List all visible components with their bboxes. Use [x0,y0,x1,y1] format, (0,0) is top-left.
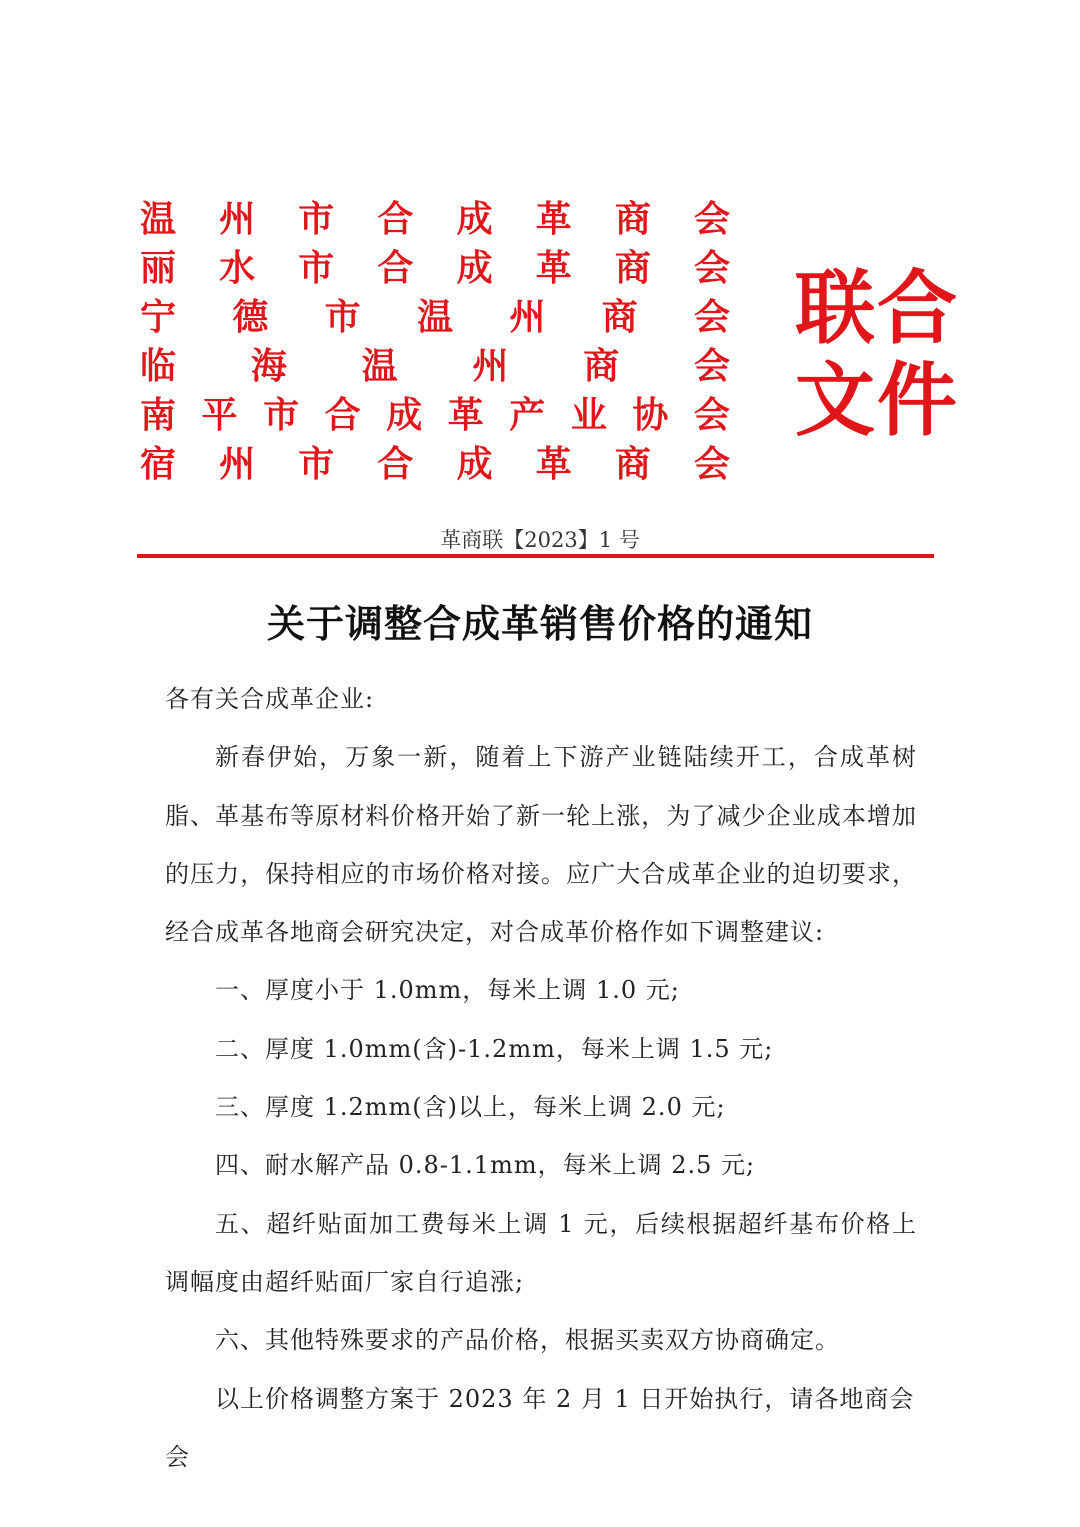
organization-char: 合 [377,247,414,289]
joint-line-1: 联合 [795,261,959,355]
organization-row [140,195,730,244]
organization-char: 市 [298,198,335,240]
organization-row [140,293,730,342]
organization-char: 宁 [140,296,177,338]
organization-char: 南 [140,394,177,436]
organization-char: 市 [324,296,361,338]
organization-char: 业 [570,394,607,436]
salutation: 各有关合成革企业: [165,685,375,713]
organization-char: 市 [298,247,335,289]
organization-char: 会 [693,198,730,240]
organization-char: 州 [219,443,256,485]
organization-char: 商 [583,345,620,387]
organization-char: 临 [140,345,177,387]
organization-char: 商 [614,443,651,485]
organization-char: 德 [232,296,269,338]
item-3: 三、厚度 1.2mm(含)以上，每米上调 2.0 元; [215,1093,726,1122]
joint-line-2: 文件 [795,353,959,447]
organization-char: 商 [614,247,651,289]
organization-char: 协 [632,394,669,436]
closing-paragraph: 以上价格调整方案于 2023 年 2 月 1 日开始执行，请各地商会会 [165,1384,915,1471]
organization-char: 产 [509,394,546,436]
organization-char: 成 [386,394,423,436]
organization-list [140,195,730,489]
organization-char: 丽 [140,247,177,289]
organization-char: 平 [201,394,238,436]
organization-char: 宿 [140,443,177,485]
document-title: 关于调整合成革销售价格的通知 [266,602,813,646]
organization-char: 温 [416,296,453,338]
organization-char: 会 [693,247,730,289]
organization-char: 州 [472,345,509,387]
item-2: 二、厚度 1.0mm(含)-1.2mm，每米上调 1.5 元; [215,1034,774,1063]
organization-char: 合 [324,394,361,436]
organization-char: 成 [456,247,493,289]
organization-char: 商 [614,198,651,240]
organization-char: 会 [693,443,730,485]
organization-char: 革 [535,443,572,485]
organization-char: 革 [535,198,572,240]
organization-row [140,342,730,391]
item-4: 四、耐水解产品 0.8-1.1mm，每米上调 2.5 元; [215,1151,756,1180]
document-body [165,670,917,1486]
red-divider [137,554,934,558]
organization-char: 商 [601,296,638,338]
item-5: 五、超纤贴面加工费每米上调 1 元，后续根据超纤基布价格上调幅度由超纤贴面厂家自行追涨; [165,1209,917,1296]
organization-char: 革 [535,247,572,289]
document-number: 革商联【2023】1 号 [440,528,640,552]
organization-char: 海 [250,345,287,387]
organization-row [140,244,730,293]
organization-char: 成 [456,443,493,485]
organization-char: 州 [219,198,256,240]
organization-char: 温 [361,345,398,387]
organization-char: 会 [693,394,730,436]
joint-document-mark [795,262,959,446]
item-6: 六、其他特殊要求的产品价格，根据买卖双方协商确定。 [215,1326,840,1355]
paragraph-1: 新春伊始，万象一新，随着上下游产业链陆续开工，合成革树脂、革基布等原材料价格开始了新一轮上涨，为了减少企业成本增加的压力，保持相应的市场价格对接。应广大合成革企业的迫切要求，经合成革各地商会研究决定，对合成革价格作如下调整建议: [165,743,917,947]
item-1: 一、厚度小于 1.0mm，每米上调 1.0 元; [215,976,680,1005]
organization-char: 市 [298,443,335,485]
organization-row [140,391,730,440]
organization-char: 合 [377,443,414,485]
organization-char: 温 [140,198,177,240]
organization-char: 会 [693,296,730,338]
organization-row [140,440,730,489]
organization-char: 市 [263,394,300,436]
organization-char: 会 [693,345,730,387]
organization-char: 合 [377,198,414,240]
organization-char: 革 [447,394,484,436]
organization-char: 成 [456,198,493,240]
organization-char: 水 [219,247,256,289]
organization-char: 州 [509,296,546,338]
